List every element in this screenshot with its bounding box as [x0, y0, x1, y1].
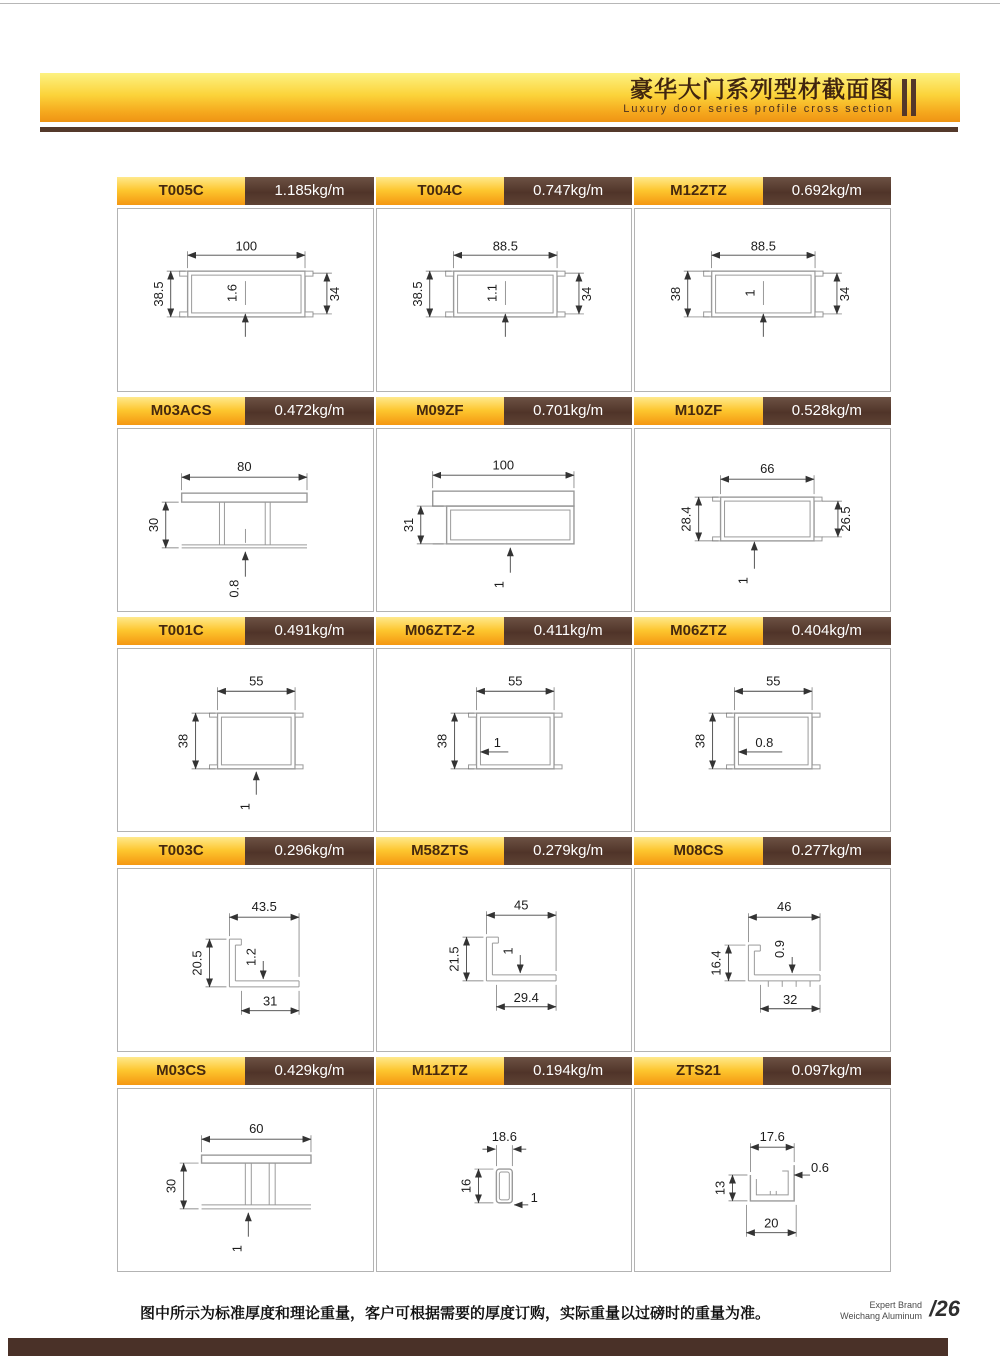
profile-cell-t004c [376, 177, 633, 397]
header-underline [40, 127, 958, 132]
profile-drawing [117, 868, 374, 1052]
profile-cell-zts21 [634, 1057, 891, 1277]
svg-text:0.6: 0.6 [811, 1160, 830, 1176]
profile-drawing [376, 208, 633, 392]
cell-header [117, 397, 374, 425]
profile-cell-t001c [117, 617, 374, 837]
header-banner [40, 73, 960, 122]
weight-label: 0.404kg/m [763, 617, 891, 645]
svg-text:26.5: 26.5 [838, 506, 854, 532]
svg-text:38.5: 38.5 [409, 281, 425, 307]
page-title-zh: 豪华大门系列型材截面图 [630, 76, 894, 102]
weight-label: 0.747kg/m [504, 177, 632, 205]
weight-label: 0.277kg/m [763, 837, 891, 865]
svg-text:1.2: 1.2 [243, 948, 259, 967]
svg-text:38: 38 [692, 733, 708, 749]
footer-bar [8, 1338, 948, 1356]
weight-label: 0.472kg/m [245, 397, 373, 425]
profile-cell-m06ztz-2 [376, 617, 633, 837]
svg-text:1: 1 [735, 577, 751, 585]
svg-text:0.8: 0.8 [226, 579, 242, 598]
model-label: M03ACS [117, 397, 245, 425]
svg-text:1: 1 [493, 734, 501, 750]
cell-header [634, 1057, 891, 1085]
profile-cell-m03cs [117, 1057, 374, 1277]
cell-header [117, 177, 374, 205]
cell-header [634, 177, 891, 205]
svg-text:38: 38 [668, 286, 684, 302]
model-label: M58ZTS [376, 837, 504, 865]
svg-text:1: 1 [490, 581, 506, 589]
svg-text:1: 1 [742, 289, 758, 297]
profile-cell-m58zts [376, 837, 633, 1057]
model-label: M12ZTZ [634, 177, 762, 205]
svg-text:45: 45 [513, 897, 529, 913]
svg-text:34: 34 [578, 286, 594, 302]
model-label: T001C [117, 617, 245, 645]
svg-text:20.5: 20.5 [189, 950, 205, 976]
profile-drawing [117, 428, 374, 612]
profile-drawing [634, 428, 891, 612]
header-accent-bars [898, 79, 916, 116]
svg-text:38.5: 38.5 [150, 281, 166, 307]
footer-brand-line1: Expert Brand [869, 1300, 922, 1310]
cell-header [634, 837, 891, 865]
svg-text:1.6: 1.6 [224, 284, 240, 303]
profile-cell-m06ztz [634, 617, 891, 837]
cell-header [376, 837, 633, 865]
weight-label: 0.296kg/m [245, 837, 373, 865]
weight-label: 0.692kg/m [763, 177, 891, 205]
svg-text:28.4: 28.4 [679, 506, 695, 532]
svg-text:1: 1 [237, 803, 253, 811]
cell-header [117, 1057, 374, 1085]
svg-text:31: 31 [400, 517, 416, 533]
svg-text:1: 1 [530, 1189, 538, 1205]
svg-text:16.4: 16.4 [708, 950, 724, 976]
profile-cell-m03acs [117, 397, 374, 617]
profile-drawing [117, 648, 374, 832]
footer-brand-line2: Weichang Aluminum [840, 1311, 922, 1321]
profile-grid [117, 177, 891, 1277]
footer-brand [840, 1300, 922, 1322]
page-top-edge [0, 3, 1000, 4]
svg-text:43.5: 43.5 [251, 899, 277, 915]
model-label: T003C [117, 837, 245, 865]
svg-text:55: 55 [249, 673, 264, 689]
svg-text:13: 13 [712, 1180, 728, 1196]
svg-text:18.6: 18.6 [491, 1129, 517, 1145]
svg-text:1.1: 1.1 [484, 284, 500, 303]
weight-label: 0.279kg/m [504, 837, 632, 865]
profile-cell-m11ztz [376, 1057, 633, 1277]
cell-header [117, 617, 374, 645]
header-titles [623, 76, 894, 116]
svg-text:34: 34 [326, 286, 342, 302]
svg-text:55: 55 [766, 673, 781, 689]
weight-label: 0.097kg/m [763, 1057, 891, 1085]
svg-text:32: 32 [783, 991, 798, 1007]
weight-label: 0.491kg/m [245, 617, 373, 645]
cell-header [376, 177, 633, 205]
svg-text:55: 55 [507, 673, 523, 689]
weight-label: 0.194kg/m [504, 1057, 632, 1085]
profile-drawing [117, 208, 374, 392]
profile-drawing [376, 868, 633, 1052]
profile-drawing [376, 428, 633, 612]
svg-text:66: 66 [760, 461, 775, 477]
weight-label: 0.701kg/m [504, 397, 632, 425]
profile-cell-m09zf [376, 397, 633, 617]
profile-drawing [376, 648, 633, 832]
cell-header [376, 1057, 633, 1085]
svg-text:30: 30 [163, 1178, 179, 1194]
model-label: M11ZTZ [376, 1057, 504, 1085]
profile-drawing [634, 868, 891, 1052]
cell-header [634, 397, 891, 425]
profile-cell-m10zf [634, 397, 891, 617]
svg-text:34: 34 [837, 286, 853, 302]
model-label: M06ZTZ [634, 617, 762, 645]
profile-drawing [634, 208, 891, 392]
svg-text:17.6: 17.6 [760, 1129, 786, 1145]
cell-header [634, 617, 891, 645]
profile-drawing [634, 1088, 891, 1272]
model-label: ZTS21 [634, 1057, 762, 1085]
svg-text:38: 38 [175, 733, 191, 749]
svg-text:100: 100 [235, 238, 258, 254]
model-label: M06ZTZ-2 [376, 617, 504, 645]
svg-text:88.5: 88.5 [751, 238, 777, 254]
model-label: M09ZF [376, 397, 504, 425]
svg-text:1: 1 [499, 947, 515, 955]
svg-text:100: 100 [492, 457, 514, 473]
profile-cell-t005c [117, 177, 374, 397]
model-label: T004C [376, 177, 504, 205]
cell-header [117, 837, 374, 865]
profile-drawing [117, 1088, 374, 1272]
weight-label: 0.528kg/m [763, 397, 891, 425]
cell-header [376, 617, 633, 645]
weight-label: 0.429kg/m [245, 1057, 373, 1085]
weight-label: 1.185kg/m [245, 177, 373, 205]
model-label: M03CS [117, 1057, 245, 1085]
footer-note: 图中所示为标准厚度和理论重量，客户可根据需要的厚度订购，实际重量以过磅时的重量为准。 [140, 1305, 771, 1322]
profile-drawing [634, 648, 891, 832]
svg-text:30: 30 [145, 517, 161, 533]
cell-header [376, 397, 633, 425]
svg-text:29.4: 29.4 [513, 989, 539, 1005]
model-label: M10ZF [634, 397, 762, 425]
weight-label: 0.411kg/m [504, 617, 632, 645]
profile-cell-m12ztz [634, 177, 891, 397]
model-label: T005C [117, 177, 245, 205]
svg-text:1: 1 [229, 1245, 245, 1253]
svg-text:80: 80 [237, 459, 252, 475]
page-number: /26 [929, 1296, 960, 1321]
svg-text:16: 16 [458, 1178, 474, 1194]
svg-text:60: 60 [249, 1121, 264, 1137]
svg-text:38: 38 [434, 733, 450, 749]
svg-text:46: 46 [777, 899, 792, 915]
profile-cell-t003c [117, 837, 374, 1057]
page-title-en: Luxury door series profile cross section [623, 103, 894, 115]
svg-text:0.8: 0.8 [755, 734, 774, 750]
svg-text:0.9: 0.9 [772, 940, 788, 959]
svg-text:88.5: 88.5 [492, 238, 518, 254]
svg-text:20: 20 [764, 1215, 779, 1231]
model-label: M08CS [634, 837, 762, 865]
profile-cell-m08cs [634, 837, 891, 1057]
profile-drawing [376, 1088, 633, 1272]
svg-text:21.5: 21.5 [446, 946, 462, 972]
svg-text:31: 31 [263, 993, 278, 1009]
